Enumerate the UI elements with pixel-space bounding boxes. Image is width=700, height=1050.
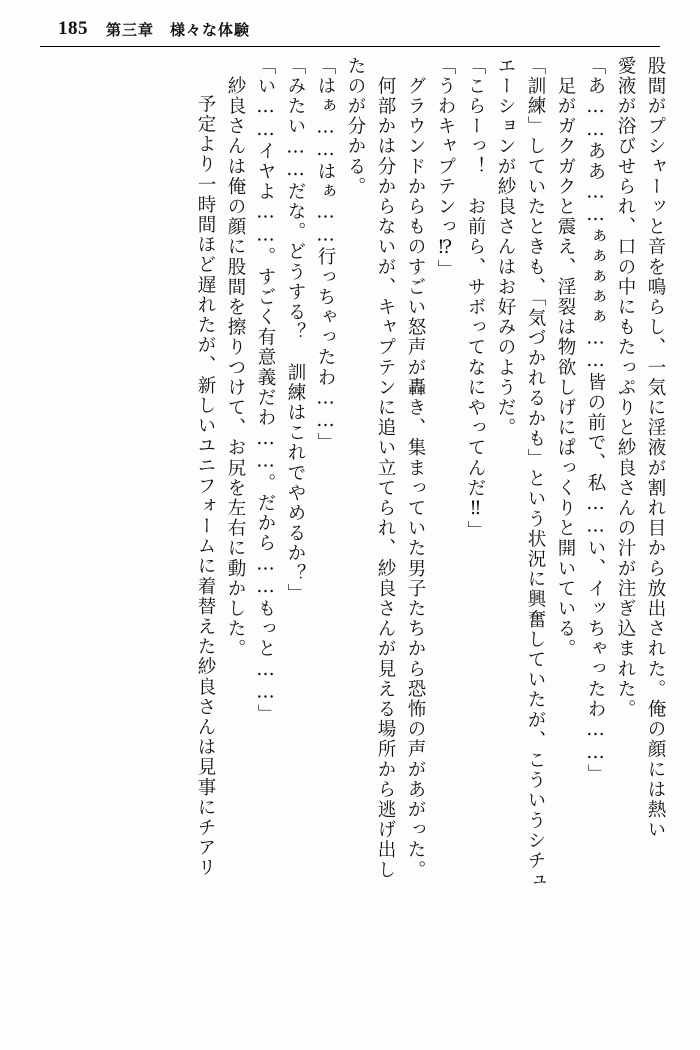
- page-number: 185: [58, 18, 88, 39]
- text-column: 「はぁ……はぁ……行っちゃったわ……」: [315, 56, 336, 453]
- text-column: 愛液が浴びせられ、口の中にもたっぷりと紗良さんの汁が注ぎ込まれた。: [615, 56, 636, 720]
- text-column: 「あ……ああ……ぁぁぁぁぁ……皆の前で、私……い、イッちゃったわ……」: [585, 56, 606, 785]
- page-header: [0, 12, 700, 46]
- text-column: 「訓練」していたときも、「気づかれるかも」という状況に興奮していたが、こういうシチュ: [525, 56, 546, 891]
- text-column: エーションが紗良さんはお好みのようだ。: [495, 56, 516, 438]
- body-text: [36, 56, 664, 1036]
- text-column: たのが分かる。: [345, 56, 366, 197]
- text-column: 「みたい……だな。どうする？ 訓練はこれでやめるか？」: [285, 56, 306, 604]
- chapter-title: 第三章 様々な体験: [106, 22, 251, 39]
- text-column: 「うわキャプテンっ⁉」: [435, 56, 456, 280]
- text-column: グラウンドからものすごい怒声が轟き、集まっていた男子たちから恐怖の声があがった。: [405, 56, 426, 881]
- text-column: 紗良さんは俺の顔に股間を擦りつけて、お尻を左右に動かした。: [225, 56, 246, 659]
- text-column: 足がガクガクと震え、淫裂は物欲しげにぱっくりと開いている。: [555, 56, 576, 659]
- text-column: 「い……イヤよ……。すごく有意義だわ……。だから……もっと……」: [255, 56, 276, 725]
- header-divider: [40, 46, 660, 47]
- text-column: 予定より一時間ほど遅れたが、新しいユニフォームに着替えた紗良さんは見事にチアリ: [195, 74, 216, 878]
- text-column: 何部かは分からないが、キャプテンに追い立てられ、紗良さんが見える場所から逃げ出し: [375, 56, 396, 881]
- text-column: 股間がプシャーッと音を鳴らし、一気に淫液が割れ目から放出された。俺の顔には熱い: [645, 56, 666, 840]
- text-column: 「こらーっ！ お前ら、サボってなにやってんだ‼」: [465, 56, 486, 541]
